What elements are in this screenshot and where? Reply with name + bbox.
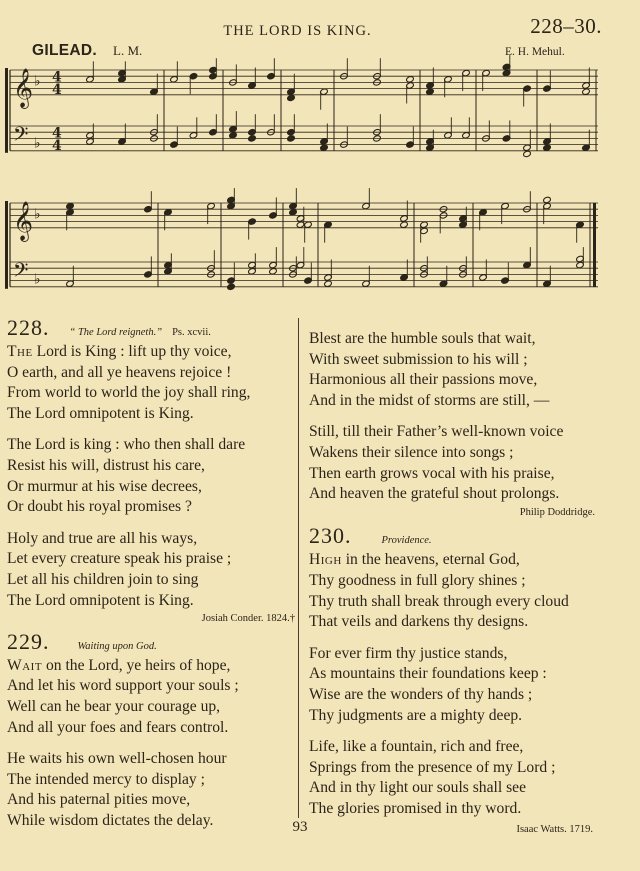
- hymn-scripture-ref: Ps. xcvii.: [172, 327, 211, 338]
- flat-sign-icon: ♭: [34, 73, 41, 90]
- verse-line: The Lord is King : lift up thy voice,: [7, 343, 232, 360]
- tune-meter: L. M.: [113, 43, 143, 58]
- system-brace: [5, 68, 8, 153]
- verse-line: And in thy light our souls shall see: [309, 779, 527, 797]
- hymn-author: Isaac Watts. 1719.: [516, 824, 593, 836]
- verse-line: As mountains their foundations keep :: [309, 665, 547, 683]
- hymn-text-title: “ The Lord reigneth.”: [69, 327, 163, 338]
- verse-line: Wise are the wonders of thy hands ;: [309, 685, 533, 703]
- music-score: [0, 0, 640, 300]
- note-head: [289, 209, 298, 216]
- verse-line: Life, like a fountain, rich and free,: [309, 738, 524, 756]
- flat-sign-icon: ♭: [34, 271, 41, 288]
- tune-composer: E. H. Mehul.: [505, 46, 565, 58]
- verse-line: From world to world the joy shall ring,: [7, 384, 251, 402]
- verse-line: Well can he bear your courage up,: [7, 697, 221, 715]
- note-head: [406, 76, 415, 83]
- note-head: [543, 196, 552, 203]
- treble-clef-icon: 𝄞: [13, 67, 34, 108]
- verse-line: Wakens their silence into songs ;: [309, 443, 514, 461]
- hymn-text-title: Providence.: [381, 535, 432, 547]
- verse-line: And his paternal pities move,: [7, 791, 191, 809]
- verse-line: The Lord is king : who then shall dare: [7, 436, 246, 454]
- verse-line: Springs from the presence of my Lord ;: [309, 758, 556, 776]
- flat-sign-icon: ♭: [34, 135, 41, 152]
- verse-line: Holy and true are all his ways,: [7, 529, 198, 547]
- hymn-228-header: [7, 315, 297, 342]
- verse-line: Let all his children join to sing: [7, 570, 199, 588]
- verse-line: Harmonious all their passions move,: [309, 371, 538, 389]
- hymn-230-header: [309, 523, 599, 550]
- note-head: [287, 94, 296, 101]
- stanza: [7, 435, 297, 517]
- hymn-author: Philip Doddridge.: [519, 506, 595, 518]
- verse-line: Still, till their Father’s well-known voice: [309, 423, 564, 441]
- stanza: [309, 422, 599, 504]
- stanza: [309, 550, 599, 632]
- verse-line: The Lord omnipotent is King.: [7, 404, 194, 422]
- verse-line: He waits his own well-chosen hour: [7, 750, 227, 768]
- verse-line: O earth, and all ye heavens rejoice !: [7, 363, 232, 381]
- stanza: [7, 342, 297, 424]
- verse-line: Blest are the humble souls that wait,: [309, 330, 536, 347]
- note-head: [66, 202, 75, 209]
- verse-line: With sweet submission to his will ;: [309, 350, 528, 368]
- note-head: [320, 144, 329, 151]
- note-head: [582, 88, 591, 95]
- verse-line: Resist his will, distrust his care,: [7, 456, 205, 474]
- stanza: [309, 737, 599, 819]
- note-head: [400, 221, 409, 228]
- verse-line: For ever firm thy justice stands,: [309, 644, 508, 662]
- verse-line: High in the heavens, eternal God,: [309, 551, 520, 569]
- time-signature-bottom: 4: [52, 81, 62, 98]
- hymn-229-header: [7, 628, 297, 656]
- stanza: [309, 644, 599, 726]
- flat-sign-icon: ♭: [34, 206, 41, 223]
- time-signature-top: 4: [52, 69, 62, 86]
- verse-line: And heaven the grateful shout prolongs.: [309, 485, 560, 503]
- verse-line: And in the midst of storms are still, —: [309, 391, 550, 409]
- treble-clef-icon: 𝄞: [13, 200, 34, 241]
- stanza: [7, 656, 297, 738]
- hymn-number: 228.: [7, 315, 50, 340]
- verse-line: While wisdom dictates the delay.: [7, 811, 214, 829]
- verse-line: Wait on the Lord, ye heirs of hope,: [7, 656, 231, 674]
- hymn-author: Josiah Conder. 1824.†: [201, 613, 295, 625]
- stanza: [7, 529, 297, 611]
- hymn-number: 229.: [7, 628, 50, 654]
- note-head: [229, 132, 238, 139]
- verse-line: The Lord omnipotent is King.: [7, 591, 194, 609]
- note-head: [227, 283, 236, 290]
- verse-line: The intended mercy to display ;: [7, 770, 205, 788]
- hymn-range: 228–30.: [530, 14, 602, 38]
- hymn-text-title: Waiting upon God.: [77, 640, 157, 652]
- bass-clef-icon: 𝄢: [13, 122, 29, 151]
- verse-line: Thy truth shall break through every cloud: [309, 592, 569, 610]
- verse-line: Let every creature speak his praise ;: [7, 550, 232, 568]
- verse-line: Then earth grows vocal with his praise,: [309, 464, 555, 482]
- tune-name: GILEAD.: [32, 42, 97, 59]
- hymn-number: 230.: [309, 523, 352, 549]
- note-head: [248, 135, 257, 142]
- time-signature-top: 4: [52, 125, 62, 142]
- verse-line: The glories promised in thy word.: [309, 799, 522, 817]
- time-signature-bottom: 4: [52, 137, 62, 154]
- note-head: [426, 88, 435, 95]
- note-head: [523, 150, 532, 157]
- note-head: [324, 280, 333, 287]
- final-bar-line: [593, 203, 596, 287]
- right-column: [309, 329, 599, 841]
- note-head: [543, 144, 552, 151]
- stanza: [309, 329, 599, 411]
- bass-clef-icon: 𝄢: [13, 258, 29, 287]
- system-brace: [5, 201, 8, 289]
- verse-line: And let his word support your souls ;: [7, 677, 239, 695]
- verse-line: Or murmur at his wise decrees,: [7, 477, 202, 495]
- note-head: [287, 135, 296, 142]
- verse-line: Thy judgments are a mighty deep.: [309, 706, 523, 724]
- verse-line: Thy goodness in full glory shines ;: [309, 571, 526, 589]
- verse-line: Or doubt his royal promises ?: [7, 498, 192, 516]
- verse-line: That veils and darkens thy designs.: [309, 613, 529, 631]
- left-column: [7, 315, 297, 831]
- page-number: 93: [292, 819, 308, 835]
- column-divider: [298, 318, 299, 818]
- note-head: [269, 268, 278, 275]
- verse-line: And all your foes and fears control.: [7, 718, 229, 736]
- page-title: THE LORD IS KING.: [223, 23, 372, 39]
